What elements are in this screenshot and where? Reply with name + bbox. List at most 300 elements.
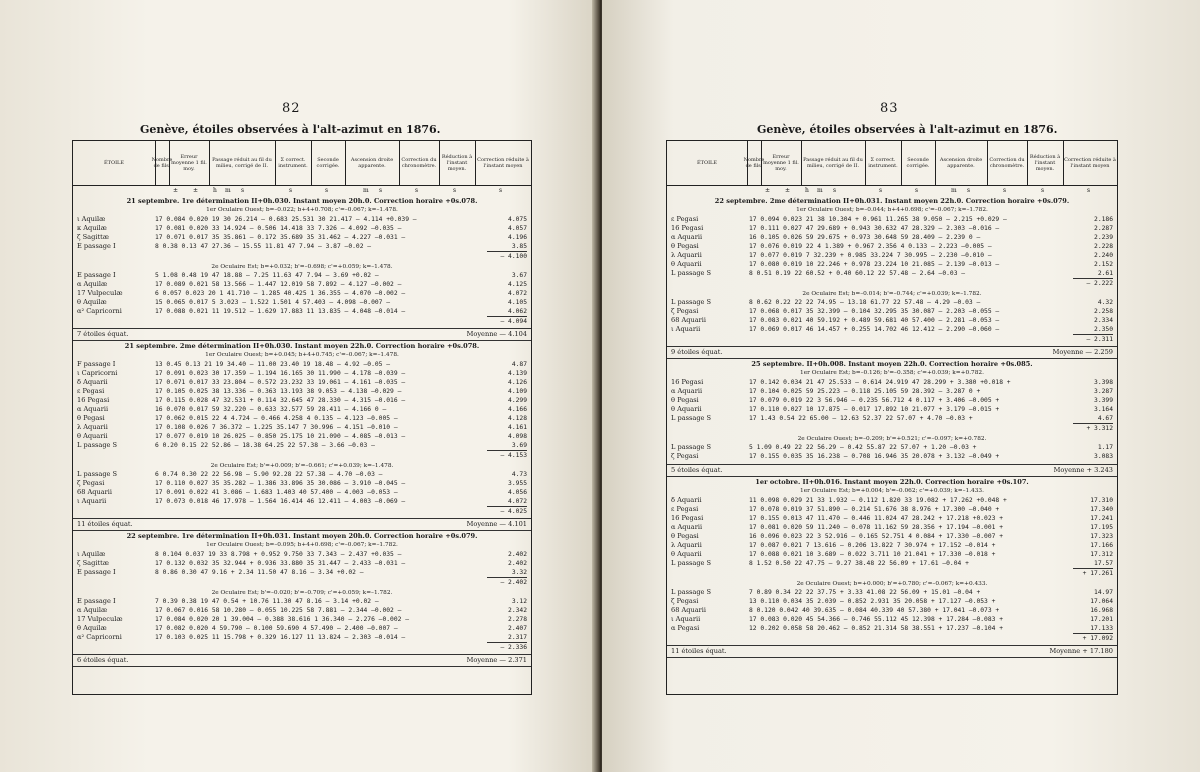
star-name: α Aquarii xyxy=(671,386,703,395)
observation-values: 16 0.105 0.026 59 29.675 + 0.973 30.648 59 28.409 — 2.239 0 — xyxy=(749,233,981,241)
header-wires: Nombre de fils. xyxy=(155,141,170,185)
reduced-correction: 4.128 xyxy=(508,414,527,422)
subtotal-value: — 2.336 xyxy=(500,644,527,651)
table-row xyxy=(77,615,527,624)
star-name: E passage I xyxy=(77,597,116,605)
reduced-correction: 2.61 xyxy=(1097,269,1113,277)
observation-values: 15 0.065 0.017 5 3.023 — 1.522 1.501 4 57.403 — 4.098 —0.007 — xyxy=(155,299,391,306)
mean-value: Moyenne + 17.180 xyxy=(1049,647,1113,655)
table-body xyxy=(667,196,1117,694)
table-row xyxy=(77,289,527,298)
observation-values: 17 0.083 0.020 45 54.366 — 0.746 55.112 45 12.398 + 17.284 —0.083 + xyxy=(749,616,1004,623)
observation-values: 6 0.057 0.023 20 1 41.710 — 1.285 40.425 1 36.355 — 4.070 —0.002 — xyxy=(155,290,406,297)
observation-table xyxy=(666,140,1118,695)
table-row xyxy=(77,396,527,405)
subtotal-value: — 2.402 xyxy=(500,578,527,586)
right-page xyxy=(602,0,1200,772)
table-row xyxy=(671,298,1113,307)
observation-values: 17 0.069 0.017 46 14.457 + 0.255 14.702 46 12.412 — 2.290 —0.060 — xyxy=(749,326,1000,333)
star-name: α Aquarii xyxy=(77,404,109,413)
left-page xyxy=(0,0,598,772)
table-row xyxy=(77,568,527,577)
section-subheading: 1er Oculaire Est; b=+0.004; b'=–0.062; c'=+0.039; k=–1.433. xyxy=(800,488,984,494)
section-subheading: 2e Oculaire Est; b'=–0.020; b'=–0.709; c'=+0.059; k=–1.782. xyxy=(211,589,393,596)
observation-values: 17 0.091 0.023 30 17.359 — 1.194 16.165 30 11.990 — 4.178 —0.039 — xyxy=(155,369,406,377)
subtotal-value: — 4.100 xyxy=(500,252,527,260)
reduced-correction: 2.186 xyxy=(1094,215,1113,223)
table-row xyxy=(671,452,1113,461)
table-row xyxy=(671,378,1113,387)
header-passage: Passage réduit au fil du milieu, corrigé de II. xyxy=(209,141,276,185)
observation-values: 17 1.43 0.54 22 65.00 — 12.63 52.37 22 57.07 + 4.70 —0.03 + xyxy=(749,414,973,422)
observation-values: 17 0.081 0.020 59 11.240 — 0.078 11.162 59 28.356 + 17.194 —0.001 + xyxy=(749,523,1004,531)
reduced-correction: 17.323 xyxy=(1090,532,1113,540)
section-heading: 22 septembre. 1re détermination II+0h.031. Instant moyen 20h.0. Correction horaire +0s.079. xyxy=(126,532,478,540)
reduced-correction: 3.67 xyxy=(511,272,527,279)
reduced-correction: 2.258 xyxy=(1094,308,1113,315)
table-row xyxy=(671,443,1113,452)
star-name: 68 Aquarii xyxy=(671,316,707,324)
table-row xyxy=(77,360,527,369)
reduced-correction: 4.075 xyxy=(508,215,527,223)
header-wires: Nombre de fils. xyxy=(747,141,762,185)
star-name: α Aquarii xyxy=(671,522,703,531)
summary-rule xyxy=(667,346,1117,347)
reduced-correction: 17.312 xyxy=(1090,550,1113,558)
star-name: λ Aquarii xyxy=(77,422,108,431)
header-mean-error: Erreur moyenne 1 fil. moy. xyxy=(169,141,210,185)
star-name: ι Aquarii xyxy=(671,615,701,623)
table-body xyxy=(73,196,531,694)
observation-table xyxy=(72,140,532,695)
table-row xyxy=(77,624,527,633)
reduced-correction: 17.340 xyxy=(1090,505,1113,513)
summary-rule xyxy=(667,464,1117,465)
star-count: 11 étoiles équat. xyxy=(671,647,727,655)
star-name: θ Aquarii xyxy=(671,549,702,558)
table-row xyxy=(671,215,1113,224)
reduced-correction: 4.105 xyxy=(508,299,527,306)
mean-value: Moyenne — 2.259 xyxy=(1052,348,1113,356)
reduced-correction: 3.398 xyxy=(1094,378,1113,386)
star-name: 17 Vulpeculæ xyxy=(77,289,123,297)
reduced-correction: 4.87 xyxy=(511,360,527,368)
table-row xyxy=(671,414,1113,423)
observation-values: 8 0.104 0.037 19 33 8.798 + 0.952 9.750 33 7.343 — 2.437 +0.035 — xyxy=(155,550,402,558)
reduced-correction: 2.240 xyxy=(1094,251,1113,259)
section-subheading: 1er Oculaire Ouest; b=+0.045; b+4+0.745; c'=–0.067; k=–1.478. xyxy=(205,352,399,358)
subtotal-value: — 4.094 xyxy=(500,318,527,325)
table-row xyxy=(671,496,1113,505)
observation-values: 17 0.105 0.025 38 13.336 — 0.363 13.193 38 9.053 — 4.138 —0.029 — xyxy=(155,387,402,395)
observation-values: 17 0.084 0.020 19 30 26.214 — 0.683 25.531 30 21.417 — 4.114 +0.039 — xyxy=(155,215,417,223)
star-name: L passage S xyxy=(77,470,118,478)
reduced-correction: 3.955 xyxy=(508,480,527,487)
table-row xyxy=(671,242,1113,251)
table-row xyxy=(77,470,527,479)
page-title: Genève, étoiles observées à l'alt-azimut en 1876. xyxy=(757,123,1058,136)
observation-values: 17 0.115 0.028 47 32.531 + 0.114 32.645 47 28.330 — 4.315 —0.016 — xyxy=(155,396,406,404)
star-name: E passage I xyxy=(77,567,116,576)
observation-values: 17 0.084 0.020 20 1 39.004 — 0.388 38.616 1 36.340 — 2.276 —0.002 — xyxy=(155,616,410,623)
page-number: 82 xyxy=(282,101,301,116)
observation-values: 17 0.103 0.025 11 15.798 + 0.329 16.127 11 13.824 — 2.303 —0.014 — xyxy=(155,634,406,641)
table-header xyxy=(667,141,1117,186)
reduced-correction: 3.12 xyxy=(511,598,527,605)
observation-values: 8 1.52 0.50 22 47.75 — 9.27 38.48 22 56.09 + 17.61 —0.04 + xyxy=(749,559,969,567)
section-subheading: 1er Oculaire Est; b=–0.126; b'=–0.358; c'=+0.039; k=+0.782. xyxy=(800,370,984,376)
observation-values: 17 0.083 0.021 40 59.192 + 0.489 59.681 40 57.400 — 2.281 —0.053 — xyxy=(749,317,1000,324)
star-name: L passage S xyxy=(671,588,712,596)
table-row xyxy=(77,633,527,642)
star-name: ζ Sagittæ xyxy=(77,558,109,567)
observation-values: 17 0.079 0.019 22 3 56.946 — 0.235 56.712 4 0.117 + 3.406 —0.005 + xyxy=(749,396,1000,404)
header-right-ascension: Ascension droite apparente. xyxy=(345,141,400,185)
star-count: 5 étoiles équat. xyxy=(671,466,723,474)
table-row xyxy=(671,550,1113,559)
reduced-correction: 4.098 xyxy=(508,432,527,440)
reduced-correction: 4.072 xyxy=(508,290,527,297)
reduced-correction: 4.67 xyxy=(1097,414,1113,422)
reduced-correction: 2.342 xyxy=(508,607,527,614)
header-reduced-correction: Correction réduite à l'instant moyen xyxy=(1064,157,1116,169)
observation-values: 8 0.38 0.13 47 27.36 — 15.55 11.81 47 7.94 — 3.87 —0.02 — xyxy=(155,242,372,250)
reduced-correction: 4.161 xyxy=(508,423,527,431)
star-name: ι Aquarii xyxy=(77,497,107,505)
reduced-correction: 2.152 xyxy=(1094,260,1113,268)
observation-values: 13 0.45 0.13 21 19 34.40 — 11.00 23.40 19 18.48 — 4.92 —0.05 — xyxy=(155,360,391,368)
star-name: 16 Pegasi xyxy=(671,513,704,522)
table-row xyxy=(77,597,527,606)
summary-rule xyxy=(73,666,531,667)
mean-value: Moyenne — 4.104 xyxy=(466,330,527,338)
reduced-correction: 3.32 xyxy=(511,568,527,576)
section-heading: 22 septembre. 2me détermination II+0h.031. Instant moyen 22h.0. Correction horaire +0s.079. xyxy=(714,197,1070,205)
reduced-correction: 2.402 xyxy=(508,559,527,567)
units-row: ± ± h m s s s m s s s s xyxy=(173,187,503,194)
observation-values: 6 0.74 0.30 22 22 56.98 — 5.90 92.28 22 57.38 — 4.70 —0.03 — xyxy=(155,471,383,478)
section-heading: 25 septembre. II+0h.008. Instant moyen 22h.0. Correction horaire +0s.085. xyxy=(751,360,1033,368)
reduced-correction: 2.278 xyxy=(508,616,527,623)
star-name: E passage I xyxy=(77,241,116,250)
table-row xyxy=(671,532,1113,541)
table-row xyxy=(671,224,1113,233)
observation-values: 17 0.073 0.018 46 17.978 — 1.564 16.414 46 12.411 — 4.003 —0.069 — xyxy=(155,498,406,505)
star-name: ε Pegasi xyxy=(77,386,105,395)
reduced-correction: 4.196 xyxy=(508,233,527,241)
table-row xyxy=(671,541,1113,550)
table-row xyxy=(671,233,1113,242)
table-row xyxy=(671,316,1113,325)
mean-value: Moyenne + 3.243 xyxy=(1053,466,1113,474)
table-row xyxy=(77,479,527,488)
star-name: α Aquilæ xyxy=(77,280,108,288)
star-name: L passage S xyxy=(671,413,712,422)
observation-values: 17 0.089 0.021 58 13.566 — 1.447 12.019 58 7.892 — 4.127 —0.002 — xyxy=(155,281,402,288)
observation-values: 13 0.110 0.034 35 2.039 — 0.852 2.931 35 20.058 + 17.127 —0.053 + xyxy=(749,598,996,605)
table-row xyxy=(77,242,527,251)
summary-rule xyxy=(667,645,1117,646)
star-name: ι Aquarii xyxy=(671,325,701,333)
table-row xyxy=(77,423,527,432)
section-subheading: 1er Oculaire Ouest; b=–0.044; b+4+0.698; c'=–0.067; k=–1.782. xyxy=(796,207,988,213)
star-name: θ Pegasi xyxy=(77,413,105,422)
table-row xyxy=(77,298,527,307)
star-name: 17 Vulpeculæ xyxy=(77,615,123,623)
reduced-correction: 4.32 xyxy=(1097,299,1113,306)
table-row xyxy=(671,597,1113,606)
observation-values: 17 0.088 0.021 10 3.689 — 0.022 3.711 10 21.041 + 17.330 —0.018 + xyxy=(749,550,996,558)
reduced-correction: 4.299 xyxy=(508,396,527,404)
observation-values: 6 0.20 0.15 22 52.86 — 18.38 64.25 22 57.38 — 3.66 —0.03 — xyxy=(155,441,375,449)
subtotal-value: + 17.261 xyxy=(1082,569,1113,577)
table-row xyxy=(671,514,1113,523)
observation-values: 16 0.070 0.017 59 32.220 — 0.633 32.577 59 28.411 — 4.166 0 — xyxy=(155,405,387,413)
table-row xyxy=(77,405,527,414)
header-mean-error: Erreur moyenne 1 fil. moy. xyxy=(761,141,802,185)
star-name: ζ Sagittæ xyxy=(77,232,109,241)
star-name: E passage I xyxy=(77,271,116,279)
star-name: 16 Pegasi xyxy=(77,395,110,404)
observation-values: 17 0.077 0.019 7 32.239 + 0.985 33.224 7 30.995 — 2.230 —0.010 — xyxy=(749,251,992,259)
star-name: θ Pegasi xyxy=(671,395,699,404)
table-row xyxy=(671,588,1113,597)
reduced-correction: 4.057 xyxy=(508,224,527,232)
observation-values: 12 0.202 0.058 58 20.462 — 0.852 21.314 58 38.551 + 17.237 —0.104 + xyxy=(749,625,1004,632)
table-row xyxy=(671,396,1113,405)
section-subheading: 2e Oculaire Est; b'=+0.009; b'=–0.661; c'=+0.039; k=–1.478. xyxy=(210,462,394,469)
reduced-correction: 2.239 xyxy=(1094,233,1113,241)
observation-values: 17 0.110 0.027 10 17.875 — 0.017 17.892 10 21.077 + 3.179 —0.015 + xyxy=(749,405,1000,413)
star-name: α² Capricorni xyxy=(77,307,122,315)
star-name: θ Aquilæ xyxy=(77,624,107,632)
star-name: ζ Pegasi xyxy=(671,452,699,460)
table-row xyxy=(77,387,527,396)
star-count: 7 étoiles équat. xyxy=(77,330,129,338)
observation-values: 11 0.098 0.029 21 33 1.932 — 0.112 1.820 33 19.082 + 17.262 +0.048 + xyxy=(749,496,1007,504)
star-name: 16 Pegasi xyxy=(671,223,704,232)
table-row xyxy=(77,432,527,441)
reduced-correction: 17.201 xyxy=(1090,616,1113,623)
star-name: L passage S xyxy=(77,440,118,449)
observation-values: 17 0.068 0.017 35 32.399 — 0.104 32.295 35 30.087 — 2.203 —0.055 — xyxy=(749,308,1000,315)
reduced-correction: 2.228 xyxy=(1094,242,1113,250)
table-row xyxy=(77,441,527,450)
star-name: α Aquarii xyxy=(671,232,703,241)
table-row xyxy=(671,615,1113,624)
reduced-correction: 17.310 xyxy=(1090,496,1113,504)
observation-values: 17 0.087 0.021 7 13.616 — 0.206 13.822 7 30.974 + 17.152 —0.014 + xyxy=(749,541,996,549)
reduced-correction: 2.317 xyxy=(508,634,527,641)
subtotal-value: — 2.311 xyxy=(1086,336,1113,343)
section-subheading: 2e Oculaire Est; b=+0.032; b'=–0.698; c'=+0.059; k=–1.478. xyxy=(211,263,393,270)
star-name: θ Aquilæ xyxy=(77,298,107,306)
observation-values: 17 0.071 0.017 35 35.861 — 0.172 35.689 35 31.462 — 4.227 —0.031 — xyxy=(155,233,406,241)
observation-values: 16 0.096 0.023 22 3 52.916 — 0.165 52.751 4 0.084 + 17.330 —0.007 + xyxy=(749,532,1004,540)
summary-rule xyxy=(667,657,1117,658)
observation-values: 17 0.094 0.023 21 38 10.304 + 0.961 11.265 38 9.050 — 2.215 +0.029 — xyxy=(749,215,1007,223)
header-passage: Passage réduit au fil du milieu, corrigé de II. xyxy=(801,141,866,185)
observation-values: 17 0.091 0.022 41 3.086 — 1.683 1.403 40 57.400 — 4.003 —0.053 — xyxy=(155,489,398,496)
reduced-correction: 3.399 xyxy=(1094,396,1113,404)
observation-values: 17 0.132 0.032 35 32.944 + 0.936 33.880 35 31.447 — 2.433 —0.031 — xyxy=(155,559,406,567)
reduced-correction: 2.407 xyxy=(508,625,527,632)
star-name: α Pegasi xyxy=(671,624,700,632)
observation-values: 17 0.111 0.027 47 29.689 + 0.943 30.632 47 28.329 — 2.303 —0.016 — xyxy=(749,224,1000,232)
observation-values: 7 0.39 0.38 19 47 0.54 + 10.76 11.30 47 8.16 — 3.14 +0.02 — xyxy=(155,598,379,605)
page-title: Genève, étoiles observées à l'alt-azimut en 1876. xyxy=(140,123,441,136)
star-name: κ Aquilæ xyxy=(77,223,107,232)
section-subheading: 2e Oculaire Ouest; b=+0.000; b'=+0.780; c'=–0.067; k=+0.433. xyxy=(796,580,988,587)
table-row xyxy=(77,606,527,615)
star-name: 16 Pegasi xyxy=(671,377,704,386)
table-row xyxy=(77,488,527,497)
reduced-correction: 4.062 xyxy=(508,308,527,315)
header-corrected-second: Seconde corrigée. xyxy=(901,141,936,185)
section-subheading: 1er Oculaire Ouest; b=–0.022; b+4+0.708; c'=–0.067; k=–1.478. xyxy=(206,207,398,213)
reduced-correction: 4.125 xyxy=(508,281,527,288)
header-star: ÉTOILE xyxy=(73,141,156,185)
section-subheading: 2e Oculaire Est; b=–0.014; b'=–0.744; c'=+0.039; k=–1.782. xyxy=(802,290,982,297)
observation-values: 17 0.067 0.016 58 10.280 — 0.055 10.225 58 7.881 — 2.344 —0.002 — xyxy=(155,607,402,614)
observation-values: 8 0.51 0.19 22 60.52 + 0.40 60.12 22 57.48 — 2.64 —0.03 — xyxy=(749,269,966,277)
table-row xyxy=(77,271,527,280)
header-star: ÉTOILE xyxy=(667,141,748,185)
header-instrument-correction: Σ correct. instrument. xyxy=(275,141,312,185)
star-name: L passage S xyxy=(671,443,712,451)
star-name: θ Aquarii xyxy=(77,431,108,440)
subtotal-value: + 17.092 xyxy=(1082,635,1113,642)
observation-values: 5 1.08 0.48 19 47 18.88 — 7.25 11.63 47 7.94 — 3.69 +0.02 — xyxy=(155,272,379,279)
star-name: ι Aquilæ xyxy=(77,214,106,223)
table-row xyxy=(77,215,527,224)
star-name: F passage I xyxy=(77,359,116,368)
section-heading: 21 septembre. 1re détermination II+0h.030. Instant moyen 20h.0. Correction horaire +0s.078. xyxy=(126,197,478,205)
observation-values: 8 0.86 0.30 47 9.16 + 2.34 11.50 47 8.16 — 3.34 +0.02 — xyxy=(155,568,364,576)
reduced-correction: 3.69 xyxy=(511,441,527,449)
star-count: 6 étoiles équat. xyxy=(77,656,129,664)
reduced-correction: 17.133 xyxy=(1090,625,1113,632)
table-row xyxy=(77,224,527,233)
star-name: θ Aquarii xyxy=(671,259,702,268)
reduced-correction: 2.402 xyxy=(508,550,527,558)
observation-values: 5 1.09 0.49 22 22 56.29 — 0.42 55.87 22 57.07 + 1.20 —0.03 + xyxy=(749,444,977,451)
page-number: 83 xyxy=(880,101,899,116)
star-name: ε Pegasi xyxy=(671,504,699,513)
observation-values: 17 0.104 0.025 59 25.223 — 0.118 25.105 59 28.392 — 3.287 0 + xyxy=(749,387,981,395)
star-count: 9 étoiles équat. xyxy=(671,348,723,356)
star-name: L passage S xyxy=(671,268,712,277)
observation-values: 17 0.155 0.035 35 16.238 — 0.708 16.946 35 20.078 + 3.132 —0.049 + xyxy=(749,453,1000,460)
table-row xyxy=(671,624,1113,633)
table-row xyxy=(671,606,1113,615)
observation-values: 17 0.080 0.019 10 22.246 + 0.978 23.224 10 21.085 — 2.139 —0.013 — xyxy=(749,260,1000,268)
star-name: 68 Aquarii xyxy=(671,606,707,614)
table-row xyxy=(671,559,1113,568)
section-subheading: 2e Oculaire Ouest; b=–0.209; b'=+0.521; c'=–0.097; k=+0.782. xyxy=(797,435,987,442)
star-name: ι Capricorni xyxy=(77,368,118,377)
summary-rule xyxy=(667,476,1117,477)
table-row xyxy=(671,405,1113,414)
table-header xyxy=(73,141,531,186)
reduced-correction: 3.85 xyxy=(511,242,527,250)
reduced-correction: 3.083 xyxy=(1094,453,1113,460)
observation-values: 17 0.062 0.015 22 4 4.724 — 0.466 4.258 4 0.135 — 4.123 —0.005 — xyxy=(155,414,398,422)
observation-values: 17 0.071 0.017 33 23.804 — 0.572 23.232 33 19.061 — 4.161 —0.035 — xyxy=(155,378,406,386)
table-row xyxy=(671,251,1113,260)
star-count: 11 étoiles équat. xyxy=(77,520,133,528)
reduced-correction: 4.73 xyxy=(511,471,527,478)
observation-values: 17 0.081 0.020 33 14.924 — 0.506 14.418 33 7.326 — 4.092 —0.035 — xyxy=(155,224,402,232)
star-name: α² Capricorni xyxy=(77,633,122,641)
observation-values: 17 0.082 0.020 4 59.790 — 0.100 59.690 4 57.490 — 2.400 —0.007 — xyxy=(155,625,398,632)
reduced-correction: 4.109 xyxy=(508,387,527,395)
star-name: L passage S xyxy=(671,558,712,567)
table-row xyxy=(671,260,1113,269)
star-name: δ Aquarii xyxy=(77,377,108,386)
subtotal-value: — 4.153 xyxy=(500,451,527,459)
table-row xyxy=(77,280,527,289)
table-row xyxy=(671,387,1113,396)
table-row xyxy=(671,307,1113,316)
summary-rule xyxy=(73,654,531,655)
mean-value: Moyenne — 4.101 xyxy=(466,520,527,528)
observation-values: 17 0.110 0.027 35 35.282 — 1.386 33.896 35 30.086 — 3.910 —0.045 — xyxy=(155,480,406,487)
table-row xyxy=(671,505,1113,514)
observation-values: 17 0.108 0.026 7 36.372 — 1.225 35.147 7 30.996 — 4.151 —0.010 — xyxy=(155,423,398,431)
observation-values: 17 0.078 0.019 37 51.890 — 0.214 51.676 38 8.976 + 17.300 —0.040 + xyxy=(749,505,1000,513)
table-row xyxy=(77,559,527,568)
star-name: ζ Pegasi xyxy=(77,479,105,487)
reduced-correction: 17.241 xyxy=(1090,514,1113,522)
observation-values: 17 0.142 0.034 21 47 25.533 — 0.614 24.919 47 28.299 + 3.380 +0.018 + xyxy=(749,378,1011,386)
reduced-correction: 4.126 xyxy=(508,378,527,386)
reduced-correction: 2.350 xyxy=(1094,326,1113,333)
observation-values: 8 0.62 0.22 22 22 74.95 — 13.18 61.77 22 57.48 — 4.29 —0.03 — xyxy=(749,299,981,306)
section-heading: 1er octobre. II+0h.016. Instant moyen 22h.0. Correction horaire +0s.107. xyxy=(755,478,1029,486)
table-row xyxy=(77,233,527,242)
star-name: L passage S xyxy=(671,298,712,306)
table-row xyxy=(77,497,527,506)
observation-values: 17 0.088 0.021 11 19.512 — 1.629 17.883 11 13.835 — 4.048 —0.014 — xyxy=(155,308,406,315)
section-subheading: 1er Oculaire Ouest; b=–0.095; b+4+0.698; c'=–0.067; k=–1.782. xyxy=(206,542,398,548)
header-instrument-correction: Σ correct. instrument. xyxy=(865,141,902,185)
observation-values: 7 0.89 0.34 22 22 37.75 + 3.33 41.08 22 56.09 + 15.01 —0.04 + xyxy=(749,589,981,596)
reduced-correction: 2.287 xyxy=(1094,224,1113,232)
header-chronometer-correction: Correction du chronomètre. xyxy=(399,141,440,185)
star-name: ι Aquilæ xyxy=(77,549,106,558)
star-name: ε Pegasi xyxy=(671,214,699,223)
summary-rule xyxy=(73,530,531,531)
table-row xyxy=(77,369,527,378)
reduced-correction: 17.166 xyxy=(1090,541,1113,549)
summary-rule xyxy=(667,358,1117,359)
header-corrected-second: Seconde corrigée. xyxy=(311,141,346,185)
subtotal-value: — 2.222 xyxy=(1086,279,1113,287)
table-row xyxy=(671,269,1113,278)
reduced-correction: 16.968 xyxy=(1090,607,1113,614)
summary-rule xyxy=(73,340,531,341)
table-row xyxy=(77,550,527,559)
reduced-correction: 4.139 xyxy=(508,369,527,377)
mean-value: Moyenne — 2.371 xyxy=(466,656,527,664)
star-name: α Aquilæ xyxy=(77,606,108,614)
header-right-ascension: Ascension droite apparente. xyxy=(935,141,988,185)
observation-values: 8 0.120 0.042 40 39.635 — 0.084 40.339 40 57.380 + 17.041 —0.073 + xyxy=(749,607,1000,614)
star-name: ζ Pegasi xyxy=(671,307,699,315)
header-reduced-correction: Correction réduite à l'instant moyen xyxy=(477,157,529,169)
subtotal-value: — 4.025 xyxy=(500,508,527,515)
